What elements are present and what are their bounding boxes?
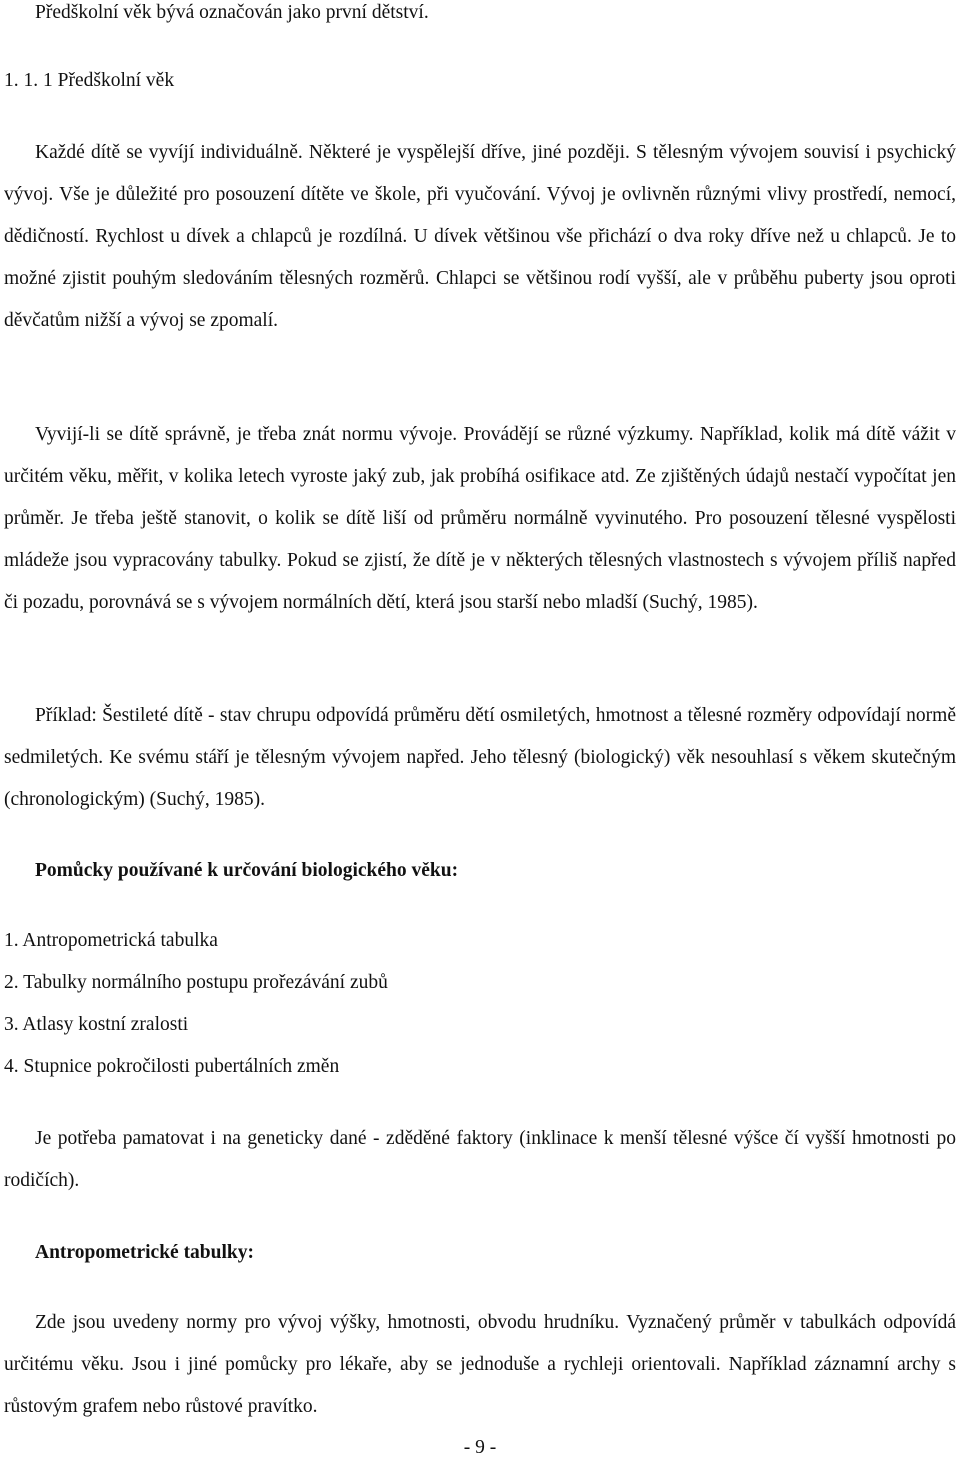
heading-tables: Antropometrické tabulky: (35, 1242, 255, 1263)
paragraph-norms: Vyvijí-li se dítě správně, je třeba znát normu vývoje. Provádějí se různé výzkumy. Například, kolik má dítě vážit v určitém věku, měřit, v kolika letech vyroste jaký zub, jak probíhá osifikace atd. Ze zjištěných údajů nestačí vypočítat jen průměr. Je třeba ještě stanovit, o kolik se dítě liší od průměru normálně vyvinutého. Pro posouzení tělesné vyspělosti mládeže jsou vypracovány tabulky. Pokud se zjistí, že dítě je v některých tělesných vlastnostech s vývojem příliš napřed či pozadu, porovnává se s vývojem normálních dětí, která jsou starší nebo mladší (Suchý, 1985). (4, 424, 956, 613)
tools-list (4, 920, 388, 1088)
list-item: 2. Tabulky normálního postupu prořezávání zubů (4, 972, 388, 993)
paragraph-development: Každé dítě se vyvíjí individuálně. Některé je vyspělejší dříve, jiné později. S tělesným vývojem souvisí i psychický vývoj. Vše je důležité pro posouzení dítěte ve škole, při vyučování. Vývoj je ovlivněn různými vlivy prostředí, nemocí, dědičností. Rychlost u dívek a chlapců je rozdílná. U dívek většinou vše přichází o dva roky dříve než u chlapců. Je to možné zjistit pouhým sledováním tělesných rozměrů. Chlapci se většinou rodí vyšší, ale v průběhu puberty jsou oproti děvčatům nižší a vývoj se zpomalí. (4, 142, 956, 331)
list-item: 4. Stupnice pokročilosti pubertálních změn (4, 1056, 340, 1077)
paragraph-example: Příklad: Šestileté dítě - stav chrupu odpovídá průměru dětí osmiletých, hmotnost a tělesné rozměry odpovídají normě sedmiletých. Ke svému stáří je tělesným vývojem napřed. Jeho tělesný (biologický) věk nesouhlasí s věkem skutečným (chronologickým) (Suchý, 1985). (4, 705, 956, 810)
section-heading: 1. 1. 1 Předškolní věk (4, 70, 175, 91)
paragraph-tables: Zde jsou uvedeny normy pro vývoj výšky, hmotnosti, obvodu hrudníku. Vyznačený průměr v tabulkách odpovídá určitému věku. Jsou i jiné pomůcky pro lékaře, aby se jednoduše a rychleji orientovali. Například záznamní archy s růstovým grafem nebo růstové pravítko. (4, 1312, 956, 1417)
list-item: 1. Antropometrická tabulka (4, 930, 218, 951)
list-item: 3. Atlasy kostní zralosti (4, 1014, 189, 1035)
heading-tools: Pomůcky používané k určování biologického věku: (35, 860, 459, 881)
paragraph-genetics: Je potřeba pamatovat i na geneticky dané - zděděné faktory (inklinace k menší tělesné výšce čí vyšší hmotnosti po rodičích). (4, 1128, 956, 1191)
page-number: - 9 - (463, 1437, 497, 1458)
intro-line: Předškolní věk bývá označován jako první dětství. (35, 2, 429, 23)
